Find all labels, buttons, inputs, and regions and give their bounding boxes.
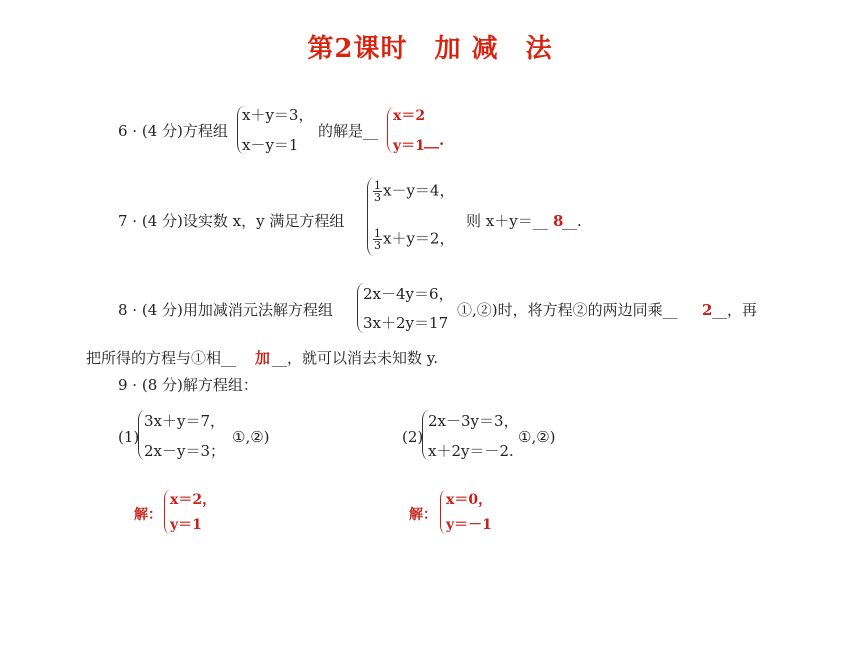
q6-suffix: __. bbox=[424, 131, 445, 149]
q9-part2-solution-1: x＝0， bbox=[446, 492, 493, 508]
q9-part1-tag: ①,②) bbox=[232, 428, 270, 446]
q9-part2-tag: ①,②) bbox=[518, 428, 556, 446]
q9-part2-solution-2: y＝－1 bbox=[446, 517, 492, 533]
lesson-title: 第2课时 加 减 法 bbox=[307, 34, 553, 64]
q8-equation-2: 3x＋2y＝17 bbox=[363, 314, 449, 332]
q9-part1-solution-label: 解： bbox=[134, 507, 162, 523]
q8-line2-prefix: 把所得的方程与①相__ bbox=[86, 349, 237, 367]
q9-part2-label: (2) bbox=[402, 428, 424, 446]
q9-part2-equation-2: x＋2y＝－2. bbox=[428, 442, 514, 460]
q7-answer: 8 bbox=[553, 212, 564, 230]
q8-middle-text: ①,②)时，将方程②的两边同乘__ bbox=[457, 301, 678, 319]
q6-equation-2: x－y＝1 bbox=[242, 136, 299, 154]
q7-equation-1: $\frac{1}{3}$ x－y＝4， bbox=[374, 179, 455, 204]
q6-middle-text: 的解是__ bbox=[318, 122, 379, 140]
q6-prefix: 6 · (4 分)方程组 bbox=[118, 122, 228, 140]
q9-part1-solution-2: y＝1 bbox=[170, 517, 202, 533]
q6-equation-1: x＋y＝3， bbox=[242, 106, 314, 124]
q7-equation-2: $\frac{1}{3}$ x＋y＝2， bbox=[374, 227, 455, 252]
q7-middle-text: 则 x＋y＝__ bbox=[466, 212, 548, 230]
q7-suffix: __. bbox=[562, 212, 582, 230]
q7-fraction-1: $\frac{1}{3}$ bbox=[374, 179, 381, 204]
q7-fraction-2: $\frac{1}{3}$ bbox=[374, 227, 381, 252]
q9-part2-solution-label: 解： bbox=[409, 507, 437, 523]
q6-answer-2: y＝1 bbox=[393, 138, 425, 154]
q9-part1-equation-2: 2x－y＝3； bbox=[144, 442, 226, 460]
q8-prefix: 8 · (4 分)用加减消元法解方程组 bbox=[118, 301, 333, 319]
q9-part1-label: (1) bbox=[118, 428, 140, 446]
q9-part2-equation-1: 2x－3y＝3， bbox=[428, 412, 519, 430]
q8-suffix: __，再 bbox=[712, 301, 758, 319]
q7-prefix: 7 · (4 分)设实数 x，y 满足方程组 bbox=[118, 212, 345, 230]
q8-equation-1: 2x－4y＝6， bbox=[363, 285, 454, 303]
q9-part1-solution-1: x＝2， bbox=[170, 492, 217, 508]
q8-answer: 2 bbox=[702, 301, 713, 319]
q9-part1-equation-1: 3x＋y＝7， bbox=[144, 412, 226, 430]
q8-line2-suffix: __，就可以消去未知数 y. bbox=[272, 349, 439, 367]
q8-answer-2: 加 bbox=[255, 349, 271, 367]
q6-answer-1: x＝2 bbox=[393, 108, 426, 124]
q9-prefix: 9 · (8 分)解方程组： bbox=[118, 376, 258, 394]
